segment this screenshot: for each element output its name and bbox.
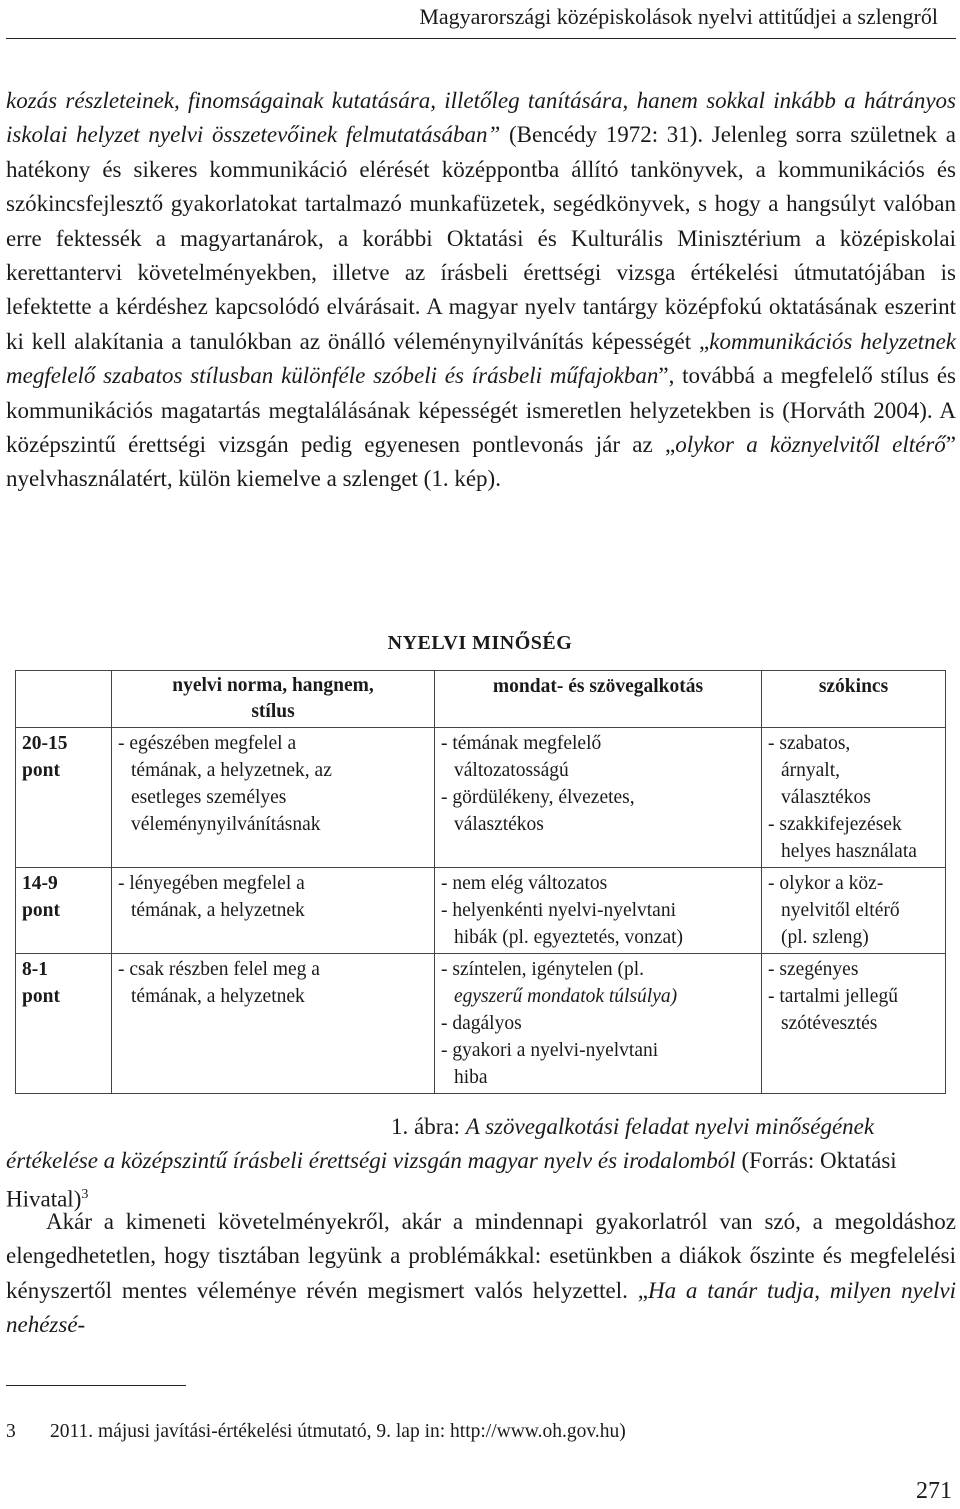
cell-line: - olykor a köz- bbox=[768, 873, 884, 894]
cell-line: helyes használata bbox=[781, 841, 917, 862]
cell-line: választékos bbox=[781, 787, 871, 808]
level-cell bbox=[16, 954, 112, 1094]
cell-line: - gyakori a nyelvi-nyelvtani bbox=[441, 1040, 659, 1061]
p2-italic: Ha a tanár tudja, milyen nyelvi nehézsé- bbox=[6, 1277, 957, 1338]
footnote-rule bbox=[6, 1385, 186, 1386]
level-cell bbox=[16, 728, 112, 868]
caption-italic: A szövegalkotási feladat nyelvi minőségének értékelése a középszintű írásbeli érettségi vizsgán magyar nyelv és irodalomból bbox=[6, 1114, 875, 1173]
cell-line: esetleges személyes bbox=[131, 787, 287, 808]
cell-line: - szabatos, bbox=[768, 733, 851, 754]
body-paragraph-2 bbox=[6, 1205, 956, 1343]
norma-cell bbox=[112, 728, 435, 868]
quote-italic-a: kozás részleteinek, finomságainak kutatására, illetőleg tanítására, hanem sokkal inkább a hátrányos iskolai helyzet nyelvi összetevőinek felmutatásában” bbox=[6, 88, 956, 148]
cell-line: véleménynyilvánításnak bbox=[131, 814, 321, 835]
text-c: ” nyelvhasználatért, külön kiemelve a szlenget (1. kép). bbox=[6, 432, 956, 492]
text-b: ”, továbbá a megfelelő stílus és kommunikációs magatartás megtalálásának képességét ismeretlen helyzetekben is (Horváth 2004). A középszintű érettségi vizsgán pedig egyenesen pontlevonás jár az „ bbox=[6, 363, 956, 458]
figure-title bbox=[0, 632, 960, 655]
cell-line: témának, a helyzetnek bbox=[131, 986, 305, 1007]
figure-title-text: NYELVI MINŐSÉG bbox=[387, 632, 573, 654]
cell-line: témának, a helyzetnek bbox=[131, 900, 305, 921]
cell-line: - szakkifejezések bbox=[768, 814, 902, 835]
cell-line: választékos bbox=[454, 814, 544, 835]
level-unit: pont bbox=[22, 760, 60, 781]
szokincs-cell bbox=[762, 728, 946, 868]
szokincs-cell bbox=[762, 954, 946, 1094]
level-text: 20-15 bbox=[22, 733, 68, 754]
body-paragraph-1 bbox=[6, 84, 956, 497]
cell-line: (pl. szleng) bbox=[781, 927, 869, 948]
cell-line: nyelvitől eltérő bbox=[781, 900, 900, 921]
level-text: 14-9 bbox=[22, 873, 58, 894]
text-a: (Bencédy 1972: 31). Jelenleg sorra születnek a hatékony és sikeres kommunikáció elérését középpontba állító tankönyvek, a kommunikációs és szókincsfejlesztő gyakorlatokat tartalmazó munkafüzetek, segédkönyvek, s hogy a hangsúlyt valóban erre fektessék a magyartanárok, a korábbi Oktatási és Kulturális Minisztérium a középiskolai kerettantervi követelményekben, illetve az írásbeli érettségi vizsga értékelési útmutatójában is lefektette a kérdéshez kapcsolódó elvárásait. A magyar nyelv tantárgy középfokú oktatásának eszerint ki kell alakítania a tanulókban az önálló véleménynyilvánítás képességét „ bbox=[6, 122, 956, 354]
table-header-row bbox=[16, 671, 946, 728]
cell-line: változatosságú bbox=[454, 760, 569, 781]
level-cell bbox=[16, 868, 112, 954]
mondat-cell bbox=[435, 868, 762, 954]
cell-line: - lényegében megfelel a bbox=[118, 873, 305, 894]
cell-line: - egészében megfelel a bbox=[118, 733, 297, 754]
figure-caption bbox=[6, 1110, 952, 1217]
cell-line: témának, a helyzetnek, az bbox=[131, 760, 332, 781]
szokincs-cell bbox=[762, 868, 946, 954]
table-row bbox=[16, 728, 946, 868]
header-norma: nyelvi norma, hangnem, stílus bbox=[112, 671, 435, 728]
cell-line: hiba bbox=[454, 1067, 488, 1088]
header-mondat: mondat- és szövegalkotás bbox=[435, 671, 762, 728]
evaluation-table bbox=[15, 670, 946, 1094]
caption-source: (Forrás: Oktatási Hivatal) bbox=[6, 1148, 897, 1212]
cell-line: - dagályos bbox=[441, 1013, 522, 1034]
header-rule bbox=[6, 38, 956, 39]
level-unit: pont bbox=[22, 900, 60, 921]
header-szokincs: szókincs bbox=[762, 671, 946, 728]
p2-text: Akár a kimeneti követelményekről, akár a mindennapi gyakorlatról van szó, a megoldáshoz elengedhetetlen, hogy tisztában legyünk a problémákkal: esetünkben a diákok őszinte és megfelelési kényszertől mentes véleménye révén megismert valós helyzettel. „ bbox=[6, 1209, 956, 1303]
footnote-number: 3 bbox=[6, 1421, 16, 1442]
table-row bbox=[16, 954, 946, 1094]
norma-cell bbox=[112, 868, 435, 954]
cell-line: hibák (pl. egyeztetés, vonzat) bbox=[454, 927, 684, 948]
footnote bbox=[6, 1420, 626, 1444]
header-empty bbox=[16, 671, 112, 728]
level-text: 8-1 bbox=[22, 959, 48, 980]
footnote-ref: 3 bbox=[81, 1187, 89, 1202]
norma-cell bbox=[112, 954, 435, 1094]
cell-line: szótévesztés bbox=[781, 1013, 878, 1034]
footnote-text: 2011. májusi javítási-értékelési útmutató, 9. lap in: http://www.oh.gov.hu) bbox=[50, 1421, 626, 1442]
cell-line: - nem elég változatos bbox=[441, 873, 608, 894]
running-header: Magyarországi középiskolások nyelvi attitűdjei a szlengről bbox=[419, 4, 938, 29]
mondat-cell bbox=[435, 954, 762, 1094]
table-row bbox=[16, 868, 946, 954]
cell-line: árnyalt, bbox=[781, 760, 841, 781]
cell-line: - gördülékeny, élvezetes, bbox=[441, 787, 635, 808]
cell-line: - szegényes bbox=[768, 959, 859, 980]
page-number: 271 bbox=[916, 1478, 952, 1504]
cell-line: - helyenkénti nyelvi-nyelvtani bbox=[441, 900, 677, 921]
cell-line: - témának megfelelő bbox=[441, 733, 602, 754]
cell-line: - csak részben felel meg a bbox=[118, 959, 320, 980]
quote-italic-c: olykor a köznyelvitől eltérő bbox=[675, 432, 946, 458]
quote-italic-b: kommunikációs helyzetnek megfelelő szabatos stílusban különféle szóbeli és írásbeli műfajokban bbox=[6, 328, 956, 389]
cell-line: - tartalmi jellegű bbox=[768, 986, 898, 1007]
mondat-cell bbox=[435, 728, 762, 868]
level-unit: pont bbox=[22, 986, 60, 1007]
cell-line: egyszerű mondatok túlsúlya) bbox=[454, 986, 678, 1007]
caption-label: 1. ábra: bbox=[391, 1114, 466, 1139]
cell-line: - színtelen, igénytelen (pl. bbox=[441, 959, 645, 980]
